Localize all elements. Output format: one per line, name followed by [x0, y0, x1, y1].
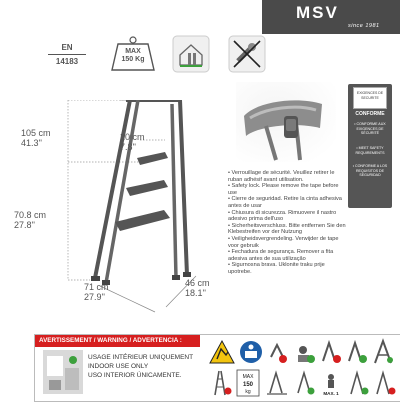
max-weight-badge: [110, 36, 156, 77]
no-overreach-icon: [210, 370, 232, 396]
no-side-lean-icon: [319, 340, 341, 364]
hazard-triangle-icon: [210, 341, 234, 363]
en-label: EN: [61, 43, 73, 52]
ladder-check-icon: [371, 340, 393, 364]
capacity-value: 150 Kg: [121, 56, 145, 63]
conformity-item-en: • MEET SAFETY REQUIREMENTS: [355, 146, 385, 155]
warning-lines: USAGE INTÉRIEUR UNIQUEMENT INDOOR USE ONLY USO INTERIOR ÚNICAMENTE.: [88, 354, 194, 379]
step-depth-dimension: 20 cm 7.8'': [120, 132, 145, 152]
svg-text:kg: kg: [245, 389, 251, 395]
svg-text:150: 150: [242, 382, 254, 388]
face-ladder-icon: [347, 370, 369, 396]
indoor-use-icon: [172, 35, 210, 73]
no-back-stand-icon: [373, 370, 396, 396]
warning-panel: [34, 334, 400, 402]
correct-stance-icon: [345, 340, 367, 364]
security-stamp: EXIGENCES DE SECURITE: [353, 87, 387, 109]
max-label: MAX: [125, 48, 141, 55]
svg-text:MAX: MAX: [242, 374, 254, 380]
conformity-item-fr: • CONFORME AUX EXIGENCES DE SÉCURITÉ: [354, 122, 386, 136]
safety-pictograms: [207, 337, 399, 399]
conformity-item-es: • CONFORME A LOS REQUISITOS DE SEGURIDAD: [352, 164, 388, 178]
check-use-icon: [293, 340, 315, 364]
en-standard-badge: [42, 42, 92, 67]
warning-header: AVERTISSEMENT / WARNING / ADVERTENCIA :: [35, 335, 200, 347]
width-dimension: 46 cm 18.1'': [185, 278, 210, 298]
height-dimension: 105 cm 41.3'': [21, 128, 51, 148]
no-outdoor-icon: [228, 35, 266, 73]
safety-lock-photo: [236, 82, 336, 162]
level-ground-icon: [265, 370, 287, 396]
platform-height-dimension: 70.8 cm 27.8'': [14, 210, 47, 230]
conformity-title: CONFORME: [355, 111, 385, 117]
svg-text:MAX. 1: MAX. 1: [323, 391, 339, 396]
indoor-room-image: [43, 350, 83, 394]
read-manual-icon: [240, 341, 262, 363]
max-one-person-icon: [319, 370, 343, 396]
safety-instructions: • Verrouillage de sécurité. Veuillez retirer le ruban adhésif avant utilisation. • Safety lock. Please remove the tape before use • Cierre de seguridad. Retire la cinta adhesiva antes de usar • Chiusura di sicurezza. Rimuovere il nastro adesivo prima dell'uso • Sicherheitsverschluss. Bitte entfernen Sie den Klebestreifen vor der Nutzung • Veiligheidsvergrendeling. Verwijder de tape voor gebruik • Fechadura de segurança. Remover a fita adesiva antes de sua utilização • Sigurnosna brava. Uklonite traku prije upotrebe.: [228, 170, 346, 275]
depth-dimension: 71 cm 27.9'': [84, 282, 109, 302]
no-open-flat-icon: [267, 340, 289, 364]
brand-since: since 1981: [348, 23, 380, 29]
en-code: 14183: [55, 57, 79, 66]
conformity-panel: [348, 84, 392, 208]
max-load-icon: [237, 370, 259, 396]
brand-logo: MSV: [296, 3, 339, 22]
lock-engaged-icon: [293, 370, 315, 396]
